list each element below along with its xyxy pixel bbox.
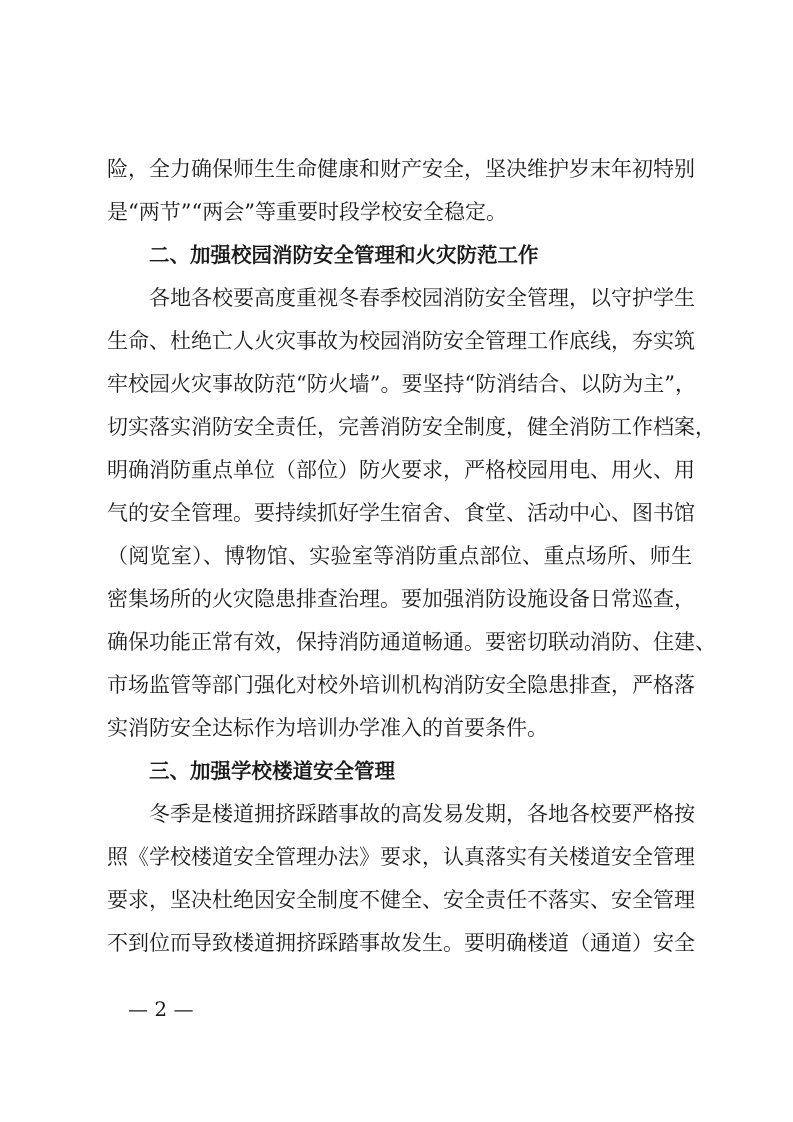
paragraph-line-12: 市场监管等部门强化对校外培训机构消防安全隐患排查，严格落 — [107, 673, 695, 697]
paragraph-line-14: 冬季是楼道拥挤踩踏事故的高发易发期，各地各校要严格按 — [149, 802, 695, 826]
paragraph-line-11: 确保功能正常有效，保持消防通道畅通。要密切联动消防、住建、 — [107, 630, 716, 654]
paragraph-line-6: 切实落实消防安全责任，完善消防安全制度，健全消防工作档案， — [107, 415, 716, 439]
paragraph-line-15: 照《学校楼道安全管理办法》要求，认真落实有关楼道安全管理 — [107, 845, 695, 869]
paragraph-line-9: （阅览室）、博物馆、实验室等消防重点部位、重点场所、师生 — [107, 544, 692, 568]
page-number: — 2 — — [128, 997, 194, 1021]
paragraph-line-3: 各地各校要高度重视冬春季校园消防安全管理，以守护学生 — [149, 286, 695, 310]
paragraph-line-8: 气的安全管理。要持续抓好学生宿舍、食堂、活动中心、图书馆 — [107, 501, 695, 525]
section-heading-2: 二、加强校园消防安全管理和火灾防范工作 — [149, 243, 539, 267]
paragraph-line-1: 险，全力确保师生生命健康和财产安全，坚决维护岁末年初特别 — [107, 157, 695, 181]
paragraph-line-7: 明确消防重点单位（部位）防火要求，严格校园用电、用火、用 — [107, 458, 695, 482]
paragraph-line-17: 不到位而导致楼道拥挤踩踏事故发生。要明确楼道（通道）安全 — [107, 931, 695, 955]
paragraph-line-13: 实消防安全达标作为培训办学准入的首要条件。 — [107, 716, 548, 740]
section-heading-3: 三、加强学校楼道安全管理 — [149, 759, 395, 783]
paragraph-line-10: 密集场所的火灾隐患排查治理。要加强消防设施设备日常巡查， — [107, 587, 695, 611]
paragraph-line-2: 是“两节”“两会”等重要时段学校安全稳定。 — [107, 200, 507, 224]
paragraph-line-16: 要求，坚决杜绝因安全制度不健全、安全责任不落实、安全管理 — [107, 888, 695, 912]
paragraph-line-5: 牢校园火灾事故防范“防火墙”。要坚持“防消结合、以防为主”， — [107, 372, 696, 396]
paragraph-line-4: 生命、杜绝亡人火灾事故为校园消防安全管理工作底线，夯实筑 — [107, 329, 695, 353]
